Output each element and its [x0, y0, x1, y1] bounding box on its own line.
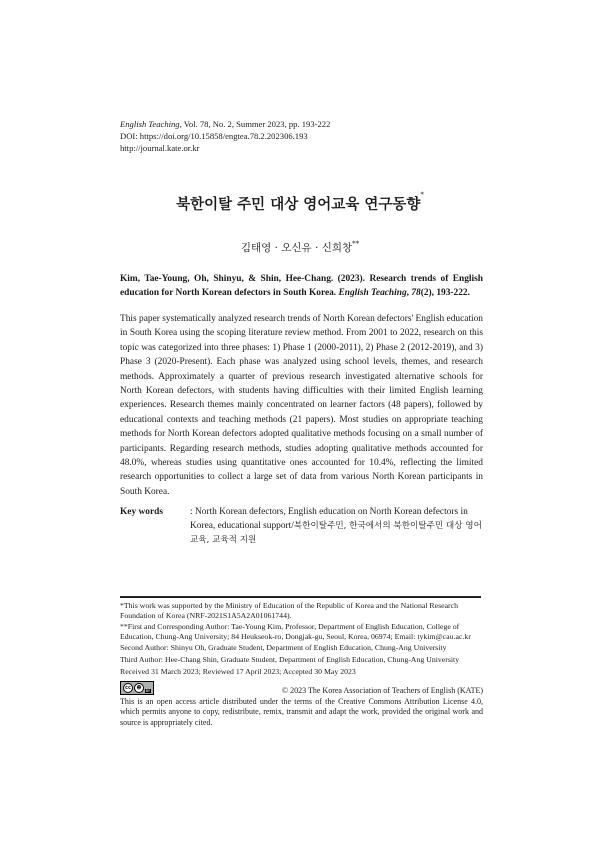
doi-line[interactable]: DOI: https://doi.org/10.15858/engtea.78.2.202306.193	[120, 131, 308, 141]
citation-authors-title: Kim, Tae-Young, Oh, Shinyu, & Shin, Hee-Chang. (2023). Research trends of English education for North Korean defectors in South Korea.	[120, 274, 483, 298]
journal-header	[120, 118, 330, 154]
journal-citation-line	[120, 118, 330, 130]
third-author-note: Third Author: Hee-Chang Shin, Graduate Student, Department of English Education, Chung-Ang University	[120, 654, 460, 664]
journal-name: English Teaching	[120, 119, 180, 129]
footnotes	[120, 601, 483, 678]
by-label: BY	[145, 689, 150, 693]
second-author-note: Second Author: Shinyu Oh, Graduate Student, Department of English Education, Chung-Ang University	[120, 643, 447, 653]
author-names: 김태영 · 오신유 · 신희창	[240, 242, 353, 254]
citation-issue-pages: (2), 193-222.	[420, 287, 470, 298]
abstract-paragraph: This paper systematically analyzed research trends of North Korean defectors' English education in South Korea using the scoping literature review method. From 2001 to 2022, research on this topic was categorized into three phases: 1) Phase 1 (2000-2011), 2) Phase 2 (2012-2019), and 3) Phase 3 (2020-Present). Each phase was analyzed using school levels, themes, and research methods. Approximately a quarter of previous research investigated alternative schools for North Korean defectors, with students having difficulties with their limited English learning experiences. Research themes mainly concentrated on learner factors (48 papers), followed by educational contexts and teaching methods (21 papers). Most studies on appropriate teaching methods for North Korean defectors adopted qualitative methods focusing on a small number of participants. Regarding research methods, studies adopting qualitative methods accounted for 48.0%, whereas studies using quantitative ones accounted for 10.4%, reflecting the limited research opportunities to collect a large set of data from various North Korean participants in South Korea.	[120, 314, 483, 497]
title-text: 북한이탈 주민 대상 영어교육 연구동향	[176, 196, 421, 213]
author-list	[0, 240, 600, 255]
review-dates: Received 31 March 2023; Reviewed 17 April 2023; Accepted 30 May 2023	[120, 666, 356, 676]
title-footnote-mark: *	[420, 191, 424, 199]
keywords-english: : North Korean defectors, English education on North Korean defectors in Korea, educational support/	[190, 507, 468, 531]
volume-info: , Vol. 78, No. 2, Summer 2023, pp. 193-222	[179, 119, 331, 129]
keywords-label: Key words	[120, 507, 163, 517]
corresponding-author-note: **First and Corresponding Author: Tae-Young Kim, Professor, Department of English Education, College of Education, Chung-Ang University; 84 Heukseok-ro, Dongjak-gu, Seoul, Korea, 06974; Email: tykim@cau.ac.kr	[120, 622, 471, 641]
keywords-text	[190, 505, 483, 547]
keywords-korean: 북한이탈주민, 한국에서의 북한이탈주민 대상 영어교육, 교육적 지원	[190, 521, 482, 545]
citation-journal: English Teaching	[338, 287, 407, 298]
license-row	[120, 681, 483, 695]
keywords-section	[120, 505, 483, 547]
reference-citation: Kim, Tae-Young, Oh, Shinyu, & Shin, Hee-Chang. (2023). Research trends of English education for North Korean defectors in South Korea. English Teaching, 78(2), 193-222.	[120, 274, 483, 298]
copyright-notice: © 2023 The Korea Association of Teachers of English (KATE)	[282, 686, 483, 695]
cc-by-license-icon[interactable]	[120, 681, 154, 695]
attribution-person-icon: ☻	[134, 683, 144, 693]
funding-note: *This work was supported by the Ministry of Education of the Republic of Korea and the National Research Foundation of Korea (NRF-2021S1A5A2A01061744).	[120, 601, 458, 620]
license-text: This is an open access article distributed under the terms of the Creative Commons Attribution License 4.0, which permits anyone to copy, redistribute, remix, transmit and adapt the work, provided the original work and source is appropriately cited.	[120, 697, 483, 727]
journal-url[interactable]: http://journal.kate.or.kr	[120, 143, 200, 153]
author-footnote-mark: **	[352, 240, 360, 248]
cc-logo-icon: cc	[123, 683, 133, 693]
footnote-divider	[120, 596, 481, 598]
article-title	[0, 193, 600, 214]
citation-volume: 78	[411, 287, 421, 298]
